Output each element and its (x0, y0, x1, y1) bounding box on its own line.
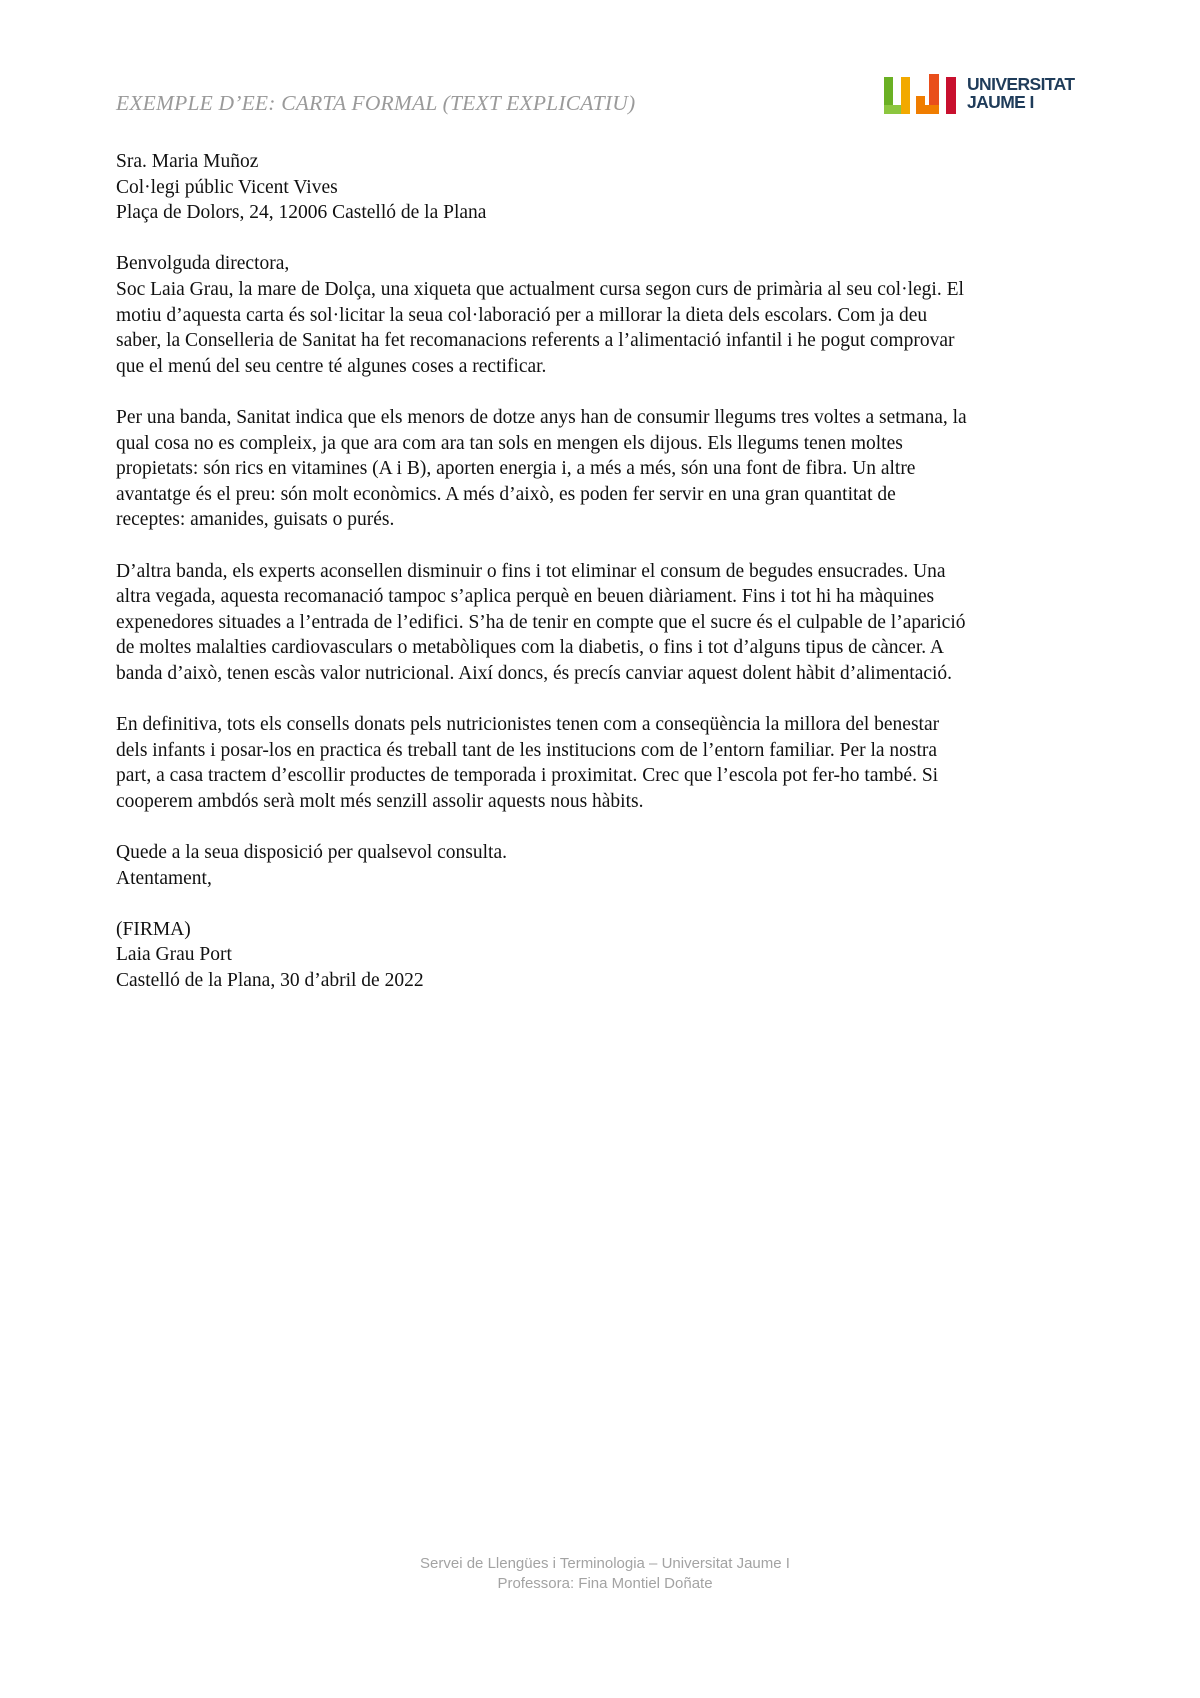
paragraph-line: motiu d’aquesta carta és sol·licitar la seua col·laboració per a millorar la dieta dels escolars. Com ja deu (116, 304, 928, 326)
recipient-name: Sra. Maria Muñoz (116, 151, 259, 172)
paragraph-line: saber, la Conselleria de Sanitat ha fet recomanacions referents a l’alimentació infantil i he pogut comprovar (116, 330, 955, 352)
closing-sentence: Quede a la seua disposició per qualsevol consulta. (116, 842, 507, 864)
paragraph-line: dels infants i posar-los en practica és treball tant de les institucions com de l’entorn familiar. Per la nostra (116, 739, 938, 761)
paragraph-line: avantatge és el preu: són molt econòmics. A més d’això, es poden fer servir en una gran quantitat de (116, 483, 896, 505)
document-title: EXEMPLE D’EE: CARTA FORMAL (TEXT EXPLICATIU) (116, 91, 636, 115)
paragraph-line: banda d’això, tenen escàs valor nutricional. Així doncs, és precís canviar aquest dolent hàbit d’alimentació. (116, 662, 953, 684)
paragraph-line: Soc Laia Grau, la mare de Dolça, una xiqueta que actualment cursa segon curs de primària al seu col·legi. El (116, 278, 964, 300)
salutation: Benvolguda directora, (116, 253, 290, 275)
paragraph-line: qual cosa no es compleix, ja que ara com ara tan sols en mengen els dijous. Els llegums tenen moltes (116, 432, 903, 454)
paragraph-line: de moltes malalties cardiovasculars o metabòliques com la diabetis, o fins i tot d’alguns tipus de càncer. A (116, 637, 944, 659)
paragraph-line: Per una banda, Sanitat indica que els menors de dotze anys han de consumir llegums tres voltes a setmana, la (116, 406, 967, 428)
signature-gap (116, 891, 1101, 917)
paragraph-conclusion (116, 712, 1101, 814)
uji-logo (884, 74, 1084, 116)
paragraph-line: que el menú del seu centre té algunes coses a rectificar. (116, 355, 547, 377)
signature-placeholder: (FIRMA) (116, 918, 191, 940)
paragraph-line: expenedores situades a l’entrada de l’edifici. S’ha de tenir en compte que el sucre és el culpable de l’aparició (116, 611, 966, 633)
paragraph-line: altra vegada, aquesta recomanació tampoc s’aplica perquè en beuen diàriament. Fins i tot hi ha màquines (116, 586, 935, 608)
recipient-address: Plaça de Dolors, 24, 12006 Castelló de la Plana (116, 202, 487, 224)
paragraph-line: cooperem ambdós serà molt més senzill assolir aquests nous hàbits. (116, 790, 644, 812)
paragraph-legumes (116, 405, 1101, 533)
logo-wordmark-line2: JAUME I (967, 92, 1034, 112)
footer-line-teacher: Professora: Fina Montiel Doñate (497, 1575, 713, 1592)
paragraph-intro (116, 277, 1101, 379)
paragraph-line: part, a casa tractem d’escollir productes de temporada i proximitat. Crec que l’escola pot fer-ho també. Si (116, 765, 939, 787)
valediction: Atentament, (116, 867, 212, 889)
uji-logo-mark (884, 74, 960, 116)
paragraph-line: propietats: són rics en vitamines (A i B), aporten energia i, a més a més, són una font de fibra. Un altre (116, 458, 916, 480)
footer-line-service: Servei de Llengües i Terminologia – Universitat Jaume I (420, 1555, 790, 1572)
paragraph-line: D’altra banda, els experts aconsellen disminuir o fins i tot eliminar el consum de begudes ensucrades. Una (116, 560, 946, 582)
place-date: Castelló de la Plana, 30 d’abril de 2022 (116, 970, 424, 991)
paragraph-line: receptes: amanides, guisats o purés. (116, 509, 395, 531)
recipient-block (116, 149, 1101, 226)
paragraph-sugary-drinks (116, 559, 1101, 687)
page-footer (0, 1554, 1200, 1594)
letter-body (116, 149, 1101, 994)
signer-name: Laia Grau Port (116, 944, 232, 966)
recipient-institution: Col·legi públic Vicent Vives (116, 176, 338, 198)
paragraph-line: En definitiva, tots els consells donats pels nutricionistes tenen com a conseqüència la millora del benestar (116, 714, 940, 736)
logo-wordmark-line1: UNIVERSITAT (967, 74, 1075, 94)
